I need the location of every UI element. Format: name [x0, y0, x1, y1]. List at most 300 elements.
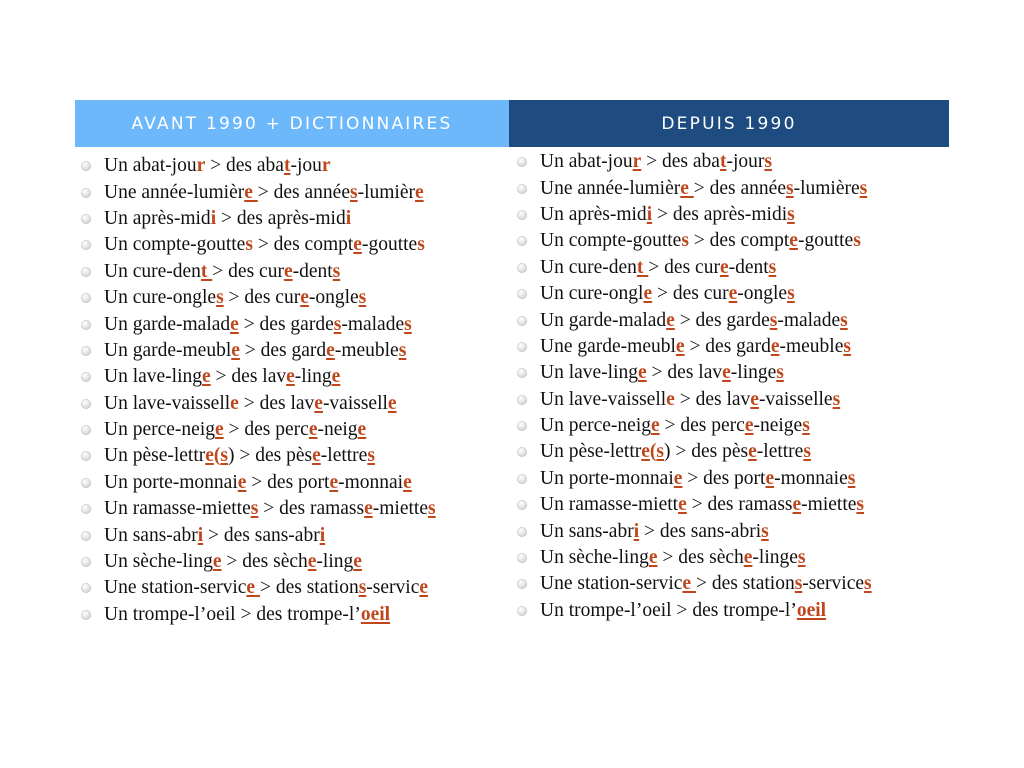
highlighted-letter: e: [307, 551, 317, 573]
item-text: [540, 573, 872, 595]
highlighted-letter: e: [202, 366, 211, 388]
bullet-icon: [81, 161, 91, 171]
list-item: [75, 338, 509, 364]
list-item: [75, 391, 509, 417]
highlighted-letter: oeil: [796, 599, 827, 621]
highlighted-letter: e: [230, 313, 239, 335]
text-segment: -neige: [753, 415, 803, 437]
list-item: [509, 387, 949, 413]
text-segment: -ling: [316, 551, 354, 573]
highlighted-letter: i: [197, 524, 204, 546]
header-since-1990: DEPUIS 1990: [509, 100, 949, 147]
list-item: [509, 545, 949, 571]
highlighted-letter: r: [321, 155, 331, 177]
text-segment: > des cur: [223, 287, 301, 309]
text-segment: Une année-lumièr: [540, 177, 681, 199]
text-segment: -ongle: [308, 287, 359, 309]
highlighted-letter: s: [333, 313, 342, 335]
highlighted-letter: s: [768, 256, 777, 278]
bullet-icon: [517, 447, 527, 457]
text-segment: > des gard: [239, 339, 327, 361]
item-text: [104, 234, 425, 256]
item-text: [104, 366, 340, 388]
highlighted-letter: s: [398, 339, 407, 361]
text-segment: Un ramasse-miette: [104, 498, 251, 520]
bullet-icon: [81, 583, 91, 593]
text-segment: -lettre: [320, 445, 368, 467]
highlighted-letter: s: [787, 203, 795, 225]
bullet-icon: [517, 157, 527, 167]
text-segment: > des année: [693, 177, 786, 199]
text-segment: -monnaie: [774, 467, 848, 489]
highlighted-letter: s: [802, 415, 810, 437]
bullet-icon: [517, 606, 527, 616]
highlighted-letter: e: [675, 335, 685, 357]
bullet-icon: [517, 210, 527, 220]
item-text: [540, 336, 851, 358]
highlighted-letter: s: [769, 309, 778, 331]
item-text: [104, 155, 331, 177]
highlighted-letter: s: [864, 573, 872, 595]
highlighted-letter: s: [656, 441, 665, 463]
text-segment: -linge: [752, 547, 798, 569]
list-item: [509, 281, 949, 307]
text-segment: Un porte-monnai: [104, 471, 238, 493]
text-segment: -neig: [317, 419, 358, 441]
item-text: [540, 283, 795, 305]
item-text: [540, 310, 848, 332]
highlighted-letter: e: [353, 234, 362, 256]
text-segment: > des garde: [238, 313, 334, 335]
highlighted-letter: e: [246, 577, 260, 599]
highlighted-letter: e: [641, 441, 650, 463]
highlighted-letter: e: [744, 415, 754, 437]
item-text: [104, 314, 412, 336]
bullet-icon: [81, 293, 91, 303]
highlighted-letter: s: [220, 445, 229, 467]
highlighted-letter: t: [719, 151, 727, 173]
text-segment: -goutte: [361, 234, 418, 256]
highlighted-letter: e: [666, 309, 675, 331]
list-item: [509, 360, 949, 386]
list-item: [509, 175, 949, 201]
highlighted-letter: e: [789, 230, 798, 252]
highlighted-letter: s: [428, 498, 436, 520]
highlighted-letter: i: [210, 207, 217, 229]
text-segment: -miette: [801, 494, 857, 516]
item-text: [540, 362, 784, 384]
item-text: [540, 494, 864, 516]
list-item: [75, 417, 509, 443]
text-segment: > des sans-abr: [203, 524, 320, 546]
list-item: [509, 466, 949, 492]
list-item: [75, 364, 509, 390]
text-segment: -malade: [777, 309, 841, 331]
highlighted-letter: e: [212, 551, 222, 573]
item-text: [540, 257, 776, 279]
text-segment: > des sèch: [221, 551, 308, 573]
text-segment: Un ramasse-miett: [540, 494, 679, 516]
text-segment: -goutte: [797, 230, 854, 252]
text-segment: Un pèse-lettr: [104, 445, 206, 467]
item-text: [104, 577, 428, 599]
highlighted-letter: e: [666, 388, 675, 410]
highlighted-letter: e: [680, 177, 694, 199]
text-segment: -meuble: [779, 335, 844, 357]
bullet-icon: [81, 267, 91, 277]
highlighted-letter: i: [319, 524, 326, 546]
text-segment: -meuble: [334, 339, 399, 361]
text-segment: Un abat-jou: [104, 155, 197, 177]
text-segment: Une garde-meubl: [540, 335, 676, 357]
bullet-icon: [81, 557, 91, 567]
highlighted-letter: i: [345, 207, 352, 229]
text-segment: > des sèch: [657, 547, 744, 569]
highlighted-letter: e: [230, 392, 239, 414]
text-segment: > des gard: [684, 335, 771, 357]
bullet-icon: [517, 263, 527, 273]
bullet-icon: [517, 474, 527, 484]
highlighted-letter: s: [417, 234, 425, 256]
bullet-icon: [517, 527, 527, 537]
highlighted-letter: t: [283, 155, 291, 177]
highlighted-letter: s: [776, 362, 784, 384]
text-segment: -monnai: [338, 471, 404, 493]
text-segment: Un cure-den: [540, 256, 637, 278]
text-segment: -service: [802, 573, 865, 595]
highlighted-letter: e: [765, 467, 775, 489]
highlighted-letter: e: [770, 335, 780, 357]
highlighted-letter: e: [748, 441, 757, 463]
highlighted-letter: e: [722, 362, 731, 384]
text-segment: Un garde-meubl: [104, 339, 232, 361]
text-segment: Un compte-goutte: [540, 230, 682, 252]
highlighted-letter: s: [859, 177, 868, 199]
text-segment: Une année-lumièr: [104, 181, 245, 203]
bullet-icon: [517, 316, 527, 326]
bullet-icon: [81, 399, 91, 409]
highlighted-letter: i: [646, 203, 653, 225]
text-segment: > des cur: [212, 260, 284, 282]
text-segment: > des aba: [205, 155, 284, 177]
highlighted-letter: e: [214, 419, 224, 441]
highlighted-letter: e: [244, 181, 258, 203]
item-text: [104, 472, 412, 494]
item-text: [540, 441, 811, 463]
text-segment: Un trompe-l’oeil > des trompe-l’: [540, 599, 797, 621]
highlighted-letter: e: [678, 494, 687, 516]
table-body-row: [75, 147, 949, 628]
highlighted-letter: e: [673, 467, 683, 489]
text-segment: > des station: [259, 577, 359, 599]
item-text: [104, 498, 436, 520]
highlighted-letter: s: [785, 177, 794, 199]
text-segment: Un lave-vaissell: [104, 392, 231, 414]
text-segment: ) > des pès: [664, 441, 749, 463]
list-item: [509, 439, 949, 465]
highlighted-letter: s: [358, 287, 367, 309]
item-text: [104, 287, 366, 309]
highlighted-letter: s: [404, 313, 412, 335]
bullet-icon: [81, 214, 91, 224]
item-text: [104, 551, 362, 573]
text-segment: > des année: [257, 181, 350, 203]
bullet-icon: [81, 504, 91, 514]
item-text: [104, 340, 406, 362]
text-segment: -vaissell: [322, 392, 388, 414]
item-text: [540, 178, 867, 200]
text-segment: Un perce-neig: [540, 415, 651, 437]
bullet-icon: [81, 240, 91, 250]
text-segment: Un porte-monnai: [540, 467, 674, 489]
highlighted-letter: e: [205, 445, 214, 467]
header-before-1990: AVANT 1990 + DICTIONNAIRES: [75, 100, 509, 147]
highlighted-letter: r: [632, 151, 642, 173]
list-item: [509, 598, 949, 624]
list-item: [75, 206, 509, 232]
list-item: [509, 334, 949, 360]
text-segment: -dent: [292, 260, 333, 282]
text-segment: > des perc: [659, 415, 745, 437]
text-segment: Un sèche-ling: [104, 551, 213, 573]
bullet-icon: [517, 289, 527, 299]
highlighted-letter: e: [643, 283, 653, 305]
text-segment: Un lave-ling: [540, 362, 639, 384]
text-segment: > des lav: [238, 392, 315, 414]
text-segment: Un après-mid: [540, 203, 647, 225]
item-text: [104, 393, 397, 415]
text-segment: Un garde-malad: [540, 309, 667, 331]
highlighted-letter: s: [764, 151, 772, 173]
highlighted-letter: oeil: [360, 603, 391, 625]
highlighted-letter: s: [681, 230, 689, 252]
text-segment: -jour: [726, 151, 765, 173]
highlighted-letter: s: [794, 573, 803, 595]
text-segment: Un trompe-l’oeil > des trompe-l’: [104, 603, 361, 625]
highlighted-letter: e: [387, 392, 397, 414]
highlighted-letter: s: [840, 309, 848, 331]
highlighted-letter: t: [636, 256, 649, 278]
text-segment: -linge: [730, 362, 777, 384]
highlighted-letter: e: [300, 287, 309, 309]
highlighted-letter: e: [237, 471, 247, 493]
bullet-icon: [81, 320, 91, 330]
text-segment: Un garde-malad: [104, 313, 231, 335]
list-item: [509, 492, 949, 518]
item-text: [104, 445, 375, 467]
bullet-icon: [81, 372, 91, 382]
highlighted-letter: s: [358, 577, 367, 599]
bullet-icon: [517, 342, 527, 352]
bullet-icon: [81, 188, 91, 198]
item-text: [104, 525, 325, 547]
highlighted-letter: e: [329, 471, 339, 493]
text-segment: > des station: [695, 573, 795, 595]
text-segment: > des aba: [641, 151, 720, 173]
text-segment: > des après-midi: [652, 203, 788, 225]
bullet-icon: [517, 236, 527, 246]
highlighted-letter: e: [719, 256, 729, 278]
highlighted-letter: s: [832, 388, 841, 410]
highlighted-letter: s: [843, 335, 851, 357]
list-item: [509, 228, 949, 254]
text-segment: > des cur: [652, 283, 729, 305]
text-segment: Un lave-vaissell: [540, 388, 667, 410]
text-segment: -jou: [290, 155, 322, 177]
item-text: [104, 604, 390, 626]
text-segment: Une station-servic: [104, 577, 247, 599]
list-item: [509, 307, 949, 333]
item-text: [540, 600, 826, 622]
text-segment: > des port: [246, 471, 330, 493]
bullet-icon: [517, 368, 527, 378]
bullet-icon: [81, 451, 91, 461]
text-segment: > des lav: [674, 388, 751, 410]
list-item: [509, 202, 949, 228]
text-segment: > des port: [682, 467, 766, 489]
item-text: [104, 261, 340, 283]
item-text: [104, 419, 366, 441]
text-segment: -ling: [294, 366, 332, 388]
highlighted-letter: e: [286, 366, 295, 388]
highlighted-letter: e: [326, 339, 335, 361]
highlighted-letter: s: [216, 287, 224, 309]
highlighted-letter: e: [312, 445, 321, 467]
highlighted-letter: s: [847, 467, 856, 489]
highlighted-letter: e: [331, 366, 341, 388]
item-text: [540, 415, 810, 437]
item-text: [540, 204, 795, 226]
text-segment: Un perce-neig: [104, 419, 215, 441]
bullet-icon: [517, 553, 527, 563]
highlighted-letter: s: [332, 260, 341, 282]
item-text: [540, 389, 840, 411]
highlighted-letter: e: [314, 392, 323, 414]
bullet-icon: [81, 478, 91, 488]
text-segment: Un cure-den: [104, 260, 201, 282]
text-segment: Un cure-ongle: [104, 287, 217, 309]
highlighted-letter: e: [750, 388, 759, 410]
table-header-row: [75, 100, 949, 147]
text-segment: -vaisselle: [758, 388, 833, 410]
text-segment: > des garde: [674, 309, 770, 331]
list-item: [509, 255, 949, 281]
highlighted-letter: e: [357, 419, 367, 441]
bullet-icon: [81, 610, 91, 620]
list-item: [75, 259, 509, 285]
highlighted-letter: r: [196, 155, 206, 177]
text-segment: Un après-mid: [104, 207, 211, 229]
highlighted-letter: s: [797, 547, 806, 569]
highlighted-letter: s: [853, 230, 861, 252]
text-segment: > des après-mid: [216, 207, 346, 229]
list-item: [75, 575, 509, 601]
text-segment: ) > des pès: [228, 445, 313, 467]
bullet-icon: [517, 421, 527, 431]
text-segment: Un cure-ongl: [540, 283, 644, 305]
item-text: [540, 468, 855, 490]
highlighted-letter: t: [200, 260, 213, 282]
highlighted-letter: s: [761, 520, 769, 542]
text-segment: -servic: [366, 577, 420, 599]
item-text: [540, 230, 861, 252]
text-segment: > des ramass: [686, 494, 793, 516]
text-segment: > des cur: [648, 256, 720, 278]
text-segment: -lumièr: [357, 181, 415, 203]
highlighted-letter: e: [728, 283, 738, 305]
highlighted-letter: s: [349, 181, 358, 203]
highlighted-letter: s: [245, 234, 253, 256]
text-segment: Un abat-jou: [540, 151, 633, 173]
list-item: [75, 496, 509, 522]
text-segment: -lettre: [756, 441, 804, 463]
item-text: [540, 521, 769, 543]
text-segment: > des sans-abri: [639, 520, 762, 542]
text-segment: Un sans-abr: [104, 524, 198, 546]
list-item: [75, 443, 509, 469]
text-segment: -lumière: [793, 177, 860, 199]
highlighted-letter: e: [414, 181, 424, 203]
highlighted-letter: e: [283, 260, 293, 282]
list-item: [509, 518, 949, 544]
list-before-1990: [75, 147, 509, 628]
text-segment: Un pèse-lettr: [540, 441, 642, 463]
highlighted-letter: e: [403, 471, 412, 493]
text-segment: -dent: [728, 256, 769, 278]
highlighted-letter: e: [308, 419, 318, 441]
text-segment: -miette: [372, 498, 428, 520]
text-segment: Un lave-ling: [104, 366, 203, 388]
item-text: [540, 547, 806, 569]
list-item: [75, 285, 509, 311]
bullet-icon: [517, 184, 527, 194]
text-segment: -malade: [341, 313, 405, 335]
highlighted-letter: e: [419, 577, 429, 599]
highlighted-letter: s: [856, 494, 864, 516]
highlighted-letter: (: [213, 445, 221, 467]
item-text: [540, 151, 772, 173]
text-segment: > des lav: [646, 362, 723, 384]
bullet-icon: [517, 395, 527, 405]
highlighted-letter: e: [364, 498, 373, 520]
list-item: [75, 179, 509, 205]
bullet-icon: [517, 579, 527, 589]
highlighted-letter: e: [353, 551, 362, 573]
item-text: [104, 182, 424, 204]
list-item: [75, 602, 509, 628]
highlighted-letter: e: [743, 547, 753, 569]
text-segment: Une station-servic: [540, 573, 683, 595]
list-item: [75, 311, 509, 337]
text-segment: > des compt: [252, 234, 354, 256]
bullet-icon: [517, 500, 527, 510]
highlighted-letter: e: [231, 339, 240, 361]
highlighted-letter: s: [803, 441, 811, 463]
text-segment: > des compt: [688, 230, 790, 252]
highlighted-letter: e: [682, 573, 696, 595]
list-item: [75, 549, 509, 575]
list-item: [75, 470, 509, 496]
list-item: [75, 153, 509, 179]
bullet-icon: [81, 346, 91, 356]
highlighted-letter: e: [638, 362, 647, 384]
bullet-icon: [81, 531, 91, 541]
text-segment: > des perc: [223, 419, 309, 441]
list-item: [509, 571, 949, 597]
text-segment: Un compte-goutte: [104, 234, 246, 256]
bullet-icon: [81, 425, 91, 435]
highlighted-letter: s: [367, 445, 375, 467]
